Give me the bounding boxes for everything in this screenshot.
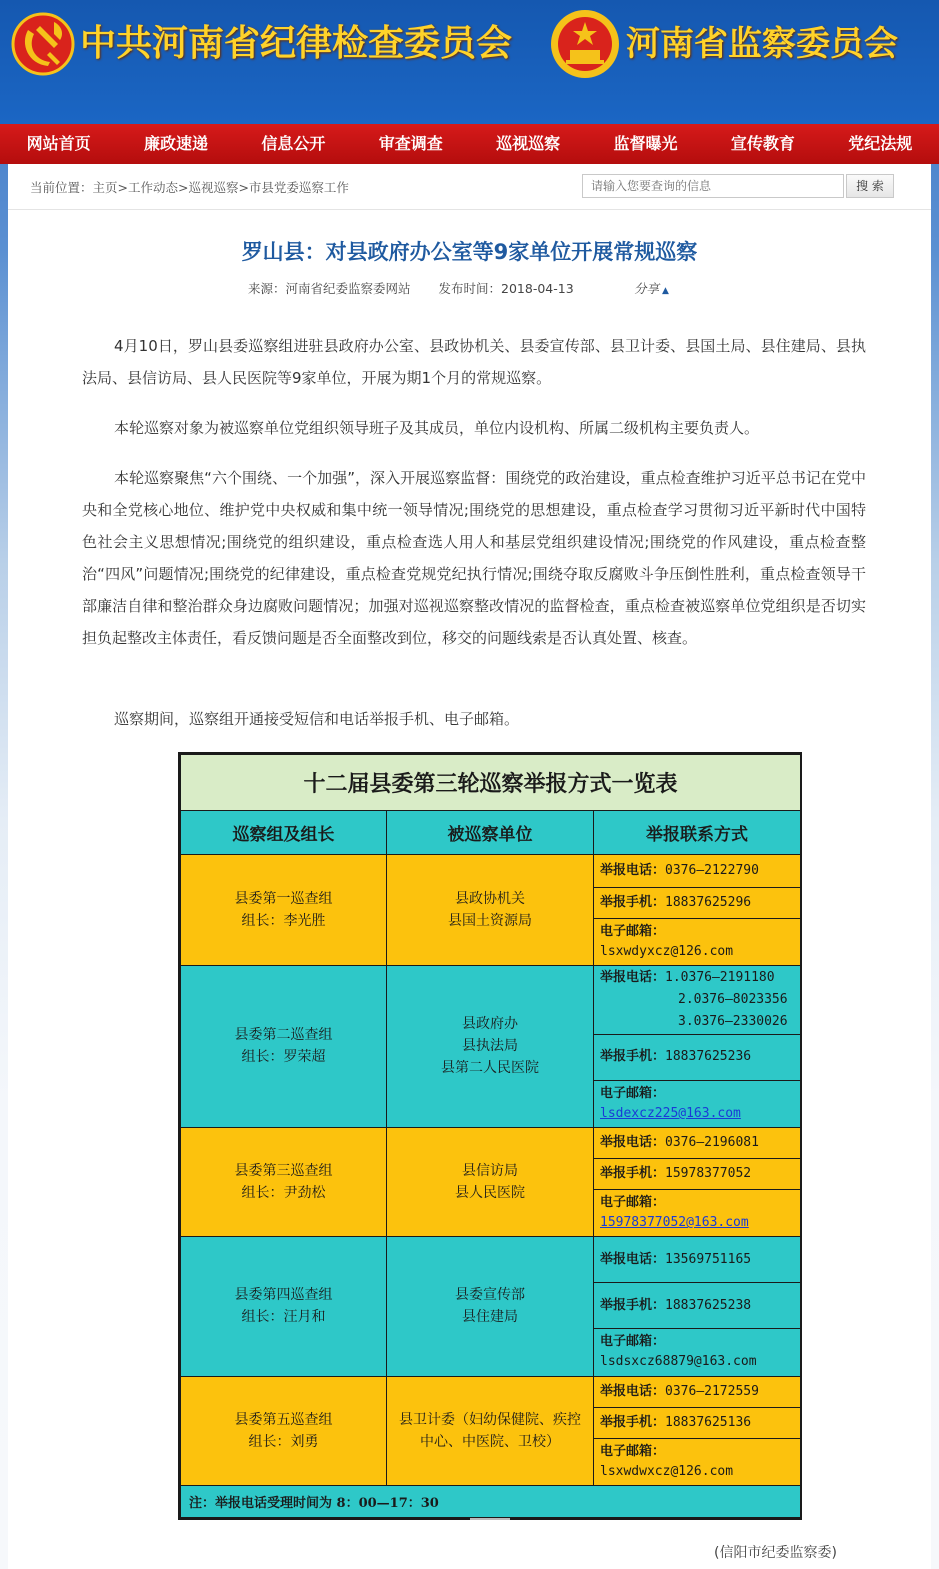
contact-mobile [594,1158,801,1189]
mobile-value: 15978377052 [665,1166,752,1182]
group-cell [181,1376,387,1485]
site-header [0,0,939,124]
contact-phone [594,855,801,888]
contact-email [594,919,801,965]
mobile-value: 18837625238 [665,1297,752,1313]
group-leader: 组长：汪月和 [241,1309,326,1326]
article-source: 来源：河南省纪委监察委网站 [248,281,411,296]
report-table-image [178,752,802,1520]
group-cell [181,965,387,1127]
phone-value: 13569751165 [665,1251,752,1267]
breadcrumb [30,178,349,196]
email-label: 电子邮箱： [600,1443,666,1459]
unit-name: 县第二人民医院 [441,1060,539,1077]
nav-item-investigation[interactable]: 审查调查 [378,134,443,153]
unit-cell [387,965,594,1127]
report-table-title: 十二届县委第三轮巡察举报方式一览表 [181,755,801,811]
nav-item-integrity-news[interactable]: 廉政速递 [144,134,209,153]
group-leader: 组长：刘勇 [248,1433,319,1450]
email-value[interactable]: lsxwdwxcz@126.com [600,1463,734,1479]
unit-name: 县政府办 [462,1016,518,1033]
contact-phone [594,1376,801,1407]
contact-mobile [594,1034,801,1080]
group-name: 县委第三巡查组 [234,1163,333,1180]
email-link[interactable]: lsdexcz225@163.com [600,1105,741,1121]
unit-cell [387,855,594,965]
share-button[interactable] [634,279,669,297]
email-label: 电子邮箱： [600,1334,666,1350]
unit-name: 县人民医院 [455,1185,525,1202]
phone-value: 3.0376—2330026 [678,1013,788,1029]
unit-cell [387,1376,594,1485]
share-arrow-icon: ▲ [662,286,669,296]
unit-name: 县委宣传部 [455,1287,525,1304]
email-label: 电子邮箱： [600,923,666,939]
phone-value: 0376—2122790 [665,863,759,879]
article-paragraph: 巡察期间，巡察组开通接受短信和电话举报手机、电子邮箱。 [114,710,520,728]
mobile-label: 举报手机： [600,1166,666,1182]
content-panel [8,164,931,1569]
site-title-supervisory-commission: 河南省监察委员会 [626,24,898,64]
nav-item-publicity[interactable]: 宣传教育 [730,134,795,153]
phone-label: 举报电话： [600,969,666,985]
breadcrumb-prefix: 当前位置： [30,180,93,195]
unit-name: 县政协机关 [455,890,525,907]
email-link[interactable]: 15978377052@163.com [600,1215,749,1231]
nav-item-regulations[interactable]: 党纪法规 [848,134,913,153]
phone-label: 举报电话： [600,1383,666,1399]
nav-item-info-disclosure[interactable]: 信息公开 [261,134,326,153]
unit-cell [387,1127,594,1236]
article-title: 罗山县：对县政府办公室等9家单位开展常规巡察 [241,240,698,264]
mobile-value: 18837625236 [665,1049,752,1065]
table-header: 举报联系方式 [594,811,801,855]
mobile-label: 举报手机： [600,1414,666,1430]
email-value[interactable]: lsxwdyxcz@126.com [600,943,734,959]
group-leader: 组长：罗荣超 [241,1049,326,1066]
unit-name: 县住建局 [462,1309,518,1326]
table-note: 注：举报电话受理时间为 8：00—17：30 [181,1485,801,1517]
mobile-value: 18837625296 [665,895,752,911]
report-table [180,754,801,1518]
contact-mobile [594,888,801,919]
article-paragraph: 本轮巡察对象为被巡察单位党组织领导班子及其成员，单位内设机构、所属二级机构主要负责人。 [114,419,760,437]
table-header: 被巡察单位 [387,811,594,855]
breadcrumb-bar [8,164,931,210]
phone-value: 0376—2172559 [665,1383,759,1399]
group-leader: 组长：尹劲松 [241,1185,326,1202]
party-emblem-icon [10,8,76,80]
phone-label: 举报电话： [600,1251,666,1267]
phone-label: 举报电话： [600,1134,666,1150]
nav-item-exposure[interactable]: 监督曝光 [613,134,678,153]
group-name: 县委第四巡查组 [234,1287,333,1304]
group-cell [181,855,387,965]
unit-cell [387,1237,594,1376]
email-label: 电子邮箱： [600,1085,666,1101]
unit-name: 县卫计委（妇幼保健院、疾控 [399,1411,581,1428]
main-nav [0,124,939,164]
unit-name: 中心、中医院、卫校） [420,1433,560,1450]
search-input[interactable] [582,174,844,198]
contact-mobile [594,1283,801,1329]
phone-label: 举报电话： [600,863,666,879]
mobile-label: 举报手机： [600,1049,666,1065]
email-value[interactable]: lsdsxcz68879@163.com [600,1354,757,1370]
group-cell [181,1127,387,1236]
article-meta [248,279,574,297]
table-header: 巡察组及组长 [181,811,387,855]
mobile-value: 18837625136 [665,1414,752,1430]
article-paragraph: 4月10日，罗山县委巡察组进驻县政府办公室、县政协机关、县委宣传部、县卫计委、县国土局、县住建局、县执法局、县信访局、县人民医院等9家单位，开展为期1个月的常规巡察。 [82,337,866,387]
contact-email [594,1080,801,1127]
contact-email [594,1438,801,1485]
phone-value: 2.0376—8023356 [678,991,788,1007]
contact-phone [594,1127,801,1158]
group-cell [181,1237,387,1376]
group-name: 县委第一巡查组 [234,890,333,907]
site-title-discipline-commission: 中共河南省纪律检查委员会 [80,23,513,64]
nav-item-home[interactable]: 网站首页 [26,134,91,153]
unit-name: 县信访局 [462,1163,518,1180]
mobile-label: 举报手机： [600,1297,666,1313]
phone-value: 1.0376—2191180 [665,969,775,985]
group-name: 县委第五巡查组 [234,1411,333,1428]
group-leader: 组长：李光胜 [241,912,326,929]
nav-item-inspection[interactable]: 巡视巡察 [496,134,561,153]
mobile-label: 举报手机： [600,895,666,911]
article-paragraph: 本轮巡察聚焦“六个围绕、一个加强”，深入开展巡察监督：围绕党的政治建设，重点检查维护习近平总书记在党中央和全党核心地位、维护党中央权威和集中统一领导情况;围绕党的思想建设，重点检查学习贯彻习近平新时代中国特色社会主义思想情况;围绕党的组织建设，重点检查选人用人和基层党组织建设情况;围绕党的作风建设，重点检查整治“四风”问题情况;围绕党的纪律建设，重点检查党规党纪执行情况;围绕夺取反腐败斗争压倒性胜利，重点检查领导干部廉洁自律和整治群众身边腐败问题情况；加强对巡视巡察整改情况的监督检查，重点检查被巡察单位党组织是否切实担负起整改主体责任，看反馈问题是否全面整改到位，移交的问题线索是否认真处置、核查。 [82,469,866,647]
national-emblem-icon [548,6,622,84]
unit-name: 县执法局 [462,1038,518,1055]
search-button[interactable]: 搜 索 [846,174,894,198]
contact-phone [594,1237,801,1283]
contact-phone [594,965,801,1034]
contact-mobile [594,1407,801,1438]
group-name: 县委第二巡查组 [234,1027,333,1044]
share-label: 分享 [634,281,660,296]
unit-name: 县国土资源局 [448,912,532,929]
contact-email [594,1329,801,1376]
phone-value: 0376—2196081 [665,1134,759,1150]
article-publish-time: 发布时间：2018-04-13 [438,281,574,296]
email-label: 电子邮箱： [600,1195,666,1211]
divider [470,1518,510,1520]
contact-email [594,1190,801,1237]
article-footer-source: (信阳市纪委监察委) [714,1545,837,1561]
breadcrumb-trail[interactable]: 主页>工作动态>巡视巡察>市县党委巡察工作 [92,180,349,195]
